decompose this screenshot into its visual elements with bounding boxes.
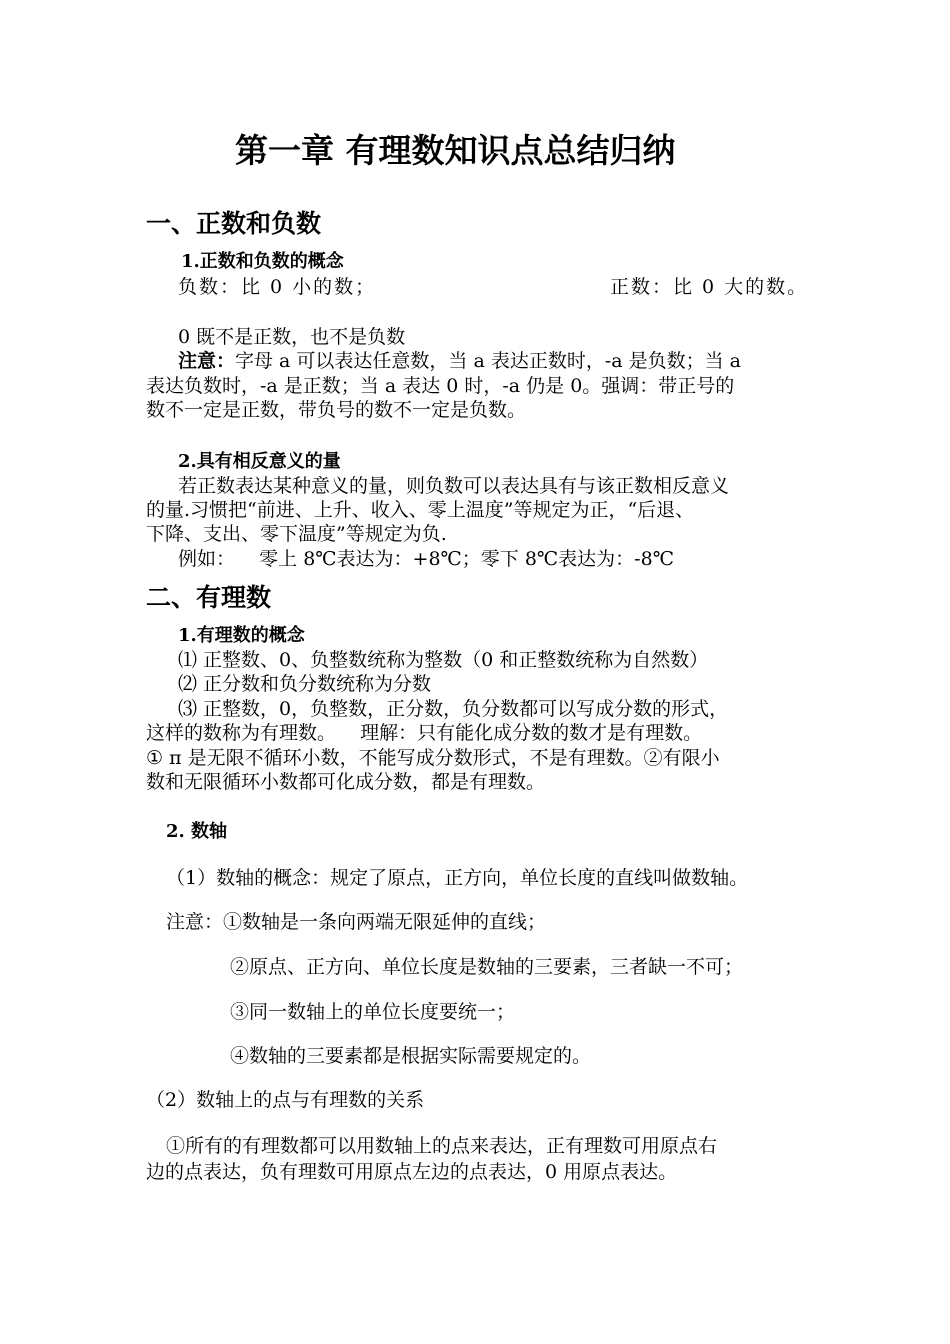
note-label: 注意： [178, 350, 236, 372]
opposite-line-2: 的量.习惯把“前进、上升、收入、零上温度”等规定为正，“后退、 [146, 499, 695, 521]
note-text-1: 字母 a 可以表达任意数，当 a 表达正数时，-a 是负数；当 a [235, 350, 741, 372]
subheading-concept: 1.正数和负数的概念 [181, 251, 344, 272]
rational-point-3-line-2: 这样的数称为有理数。 理解：只有能化成分数的数才是有理数。 [146, 722, 703, 744]
rational-point-3-line-4: 数和无限循环小数都可化成分数，都是有理数。 [146, 771, 546, 793]
subheading-rational-concept: 1.有理数的概念 [178, 625, 305, 646]
axis-note-3: ③同一数轴上的单位长度要统一； [230, 1001, 516, 1023]
axis-definition: （1）数轴的概念：规定了原点，正方向，单位长度的直线叫做数轴。 [166, 867, 749, 889]
relation-line-1: ①所有的有理数都可以用数轴上的点来表达，正有理数可用原点右 [166, 1135, 718, 1157]
rational-point-1: ⑴ 正整数、0、负整数统称为整数（0 和正整数统称为自然数） [178, 649, 709, 671]
axis-note-1: 注意：①数轴是一条向两端无限延伸的直线； [166, 911, 547, 933]
axis-note-4: ④数轴的三要素都是根据实际需要规定的。 [230, 1045, 592, 1067]
negative-definition: 负数：比 0 小的数； [178, 276, 377, 298]
opposite-line-1: 若正数表达某种意义的量，则负数可以表达具有与该正数相反意义 [178, 475, 730, 497]
note-line-2: 表达负数时，-a 是正数；当 a 表达 0 时，-a 仍是 0。强调：带正号的 [146, 375, 735, 397]
section-heading-rational: 二、有理数 [146, 583, 272, 612]
page-title: 第一章 有理数知识点总结归纳 [235, 131, 676, 170]
positive-definition: 正数：比 0 大的数。 [610, 276, 809, 298]
subheading-opposite-quantities: 2.具有相反意义的量 [178, 451, 341, 472]
relation-line-2: 边的点表达，负有理数可用原点左边的点表达，0 用原点表达。 [146, 1161, 678, 1183]
opposite-line-3: 下降、支出、零下温度”等规定为负. [146, 523, 447, 545]
rational-point-2: ⑵ 正分数和负分数统称为分数 [178, 673, 432, 695]
subheading-number-axis: 2. 数轴 [166, 821, 228, 842]
rational-point-3-line-3: ① π 是无限不循环小数，不能写成分数形式，不是有理数。②有限小 [146, 747, 720, 769]
axis-note-2: ②原点、正方向、单位长度是数轴的三要素，三者缺一不可； [230, 956, 744, 978]
rational-point-3-line-1: ⑶ 正整数，0，负整数，正分数，负分数都可以写成分数的形式， [178, 698, 729, 720]
temperature-example: 例如： 零上 8℃表达为：+8℃；零下 8℃表达为：-8℃ [178, 548, 674, 570]
zero-statement: 0 既不是正数，也不是负数 [178, 326, 406, 348]
section-heading-positive-negative: 一、正数和负数 [146, 209, 322, 238]
note-line-1 [178, 349, 741, 373]
relation-heading: （2）数轴上的点与有理数的关系 [146, 1089, 425, 1111]
note-line-3: 数不一定是正数，带负号的数不一定是负数。 [146, 399, 527, 421]
